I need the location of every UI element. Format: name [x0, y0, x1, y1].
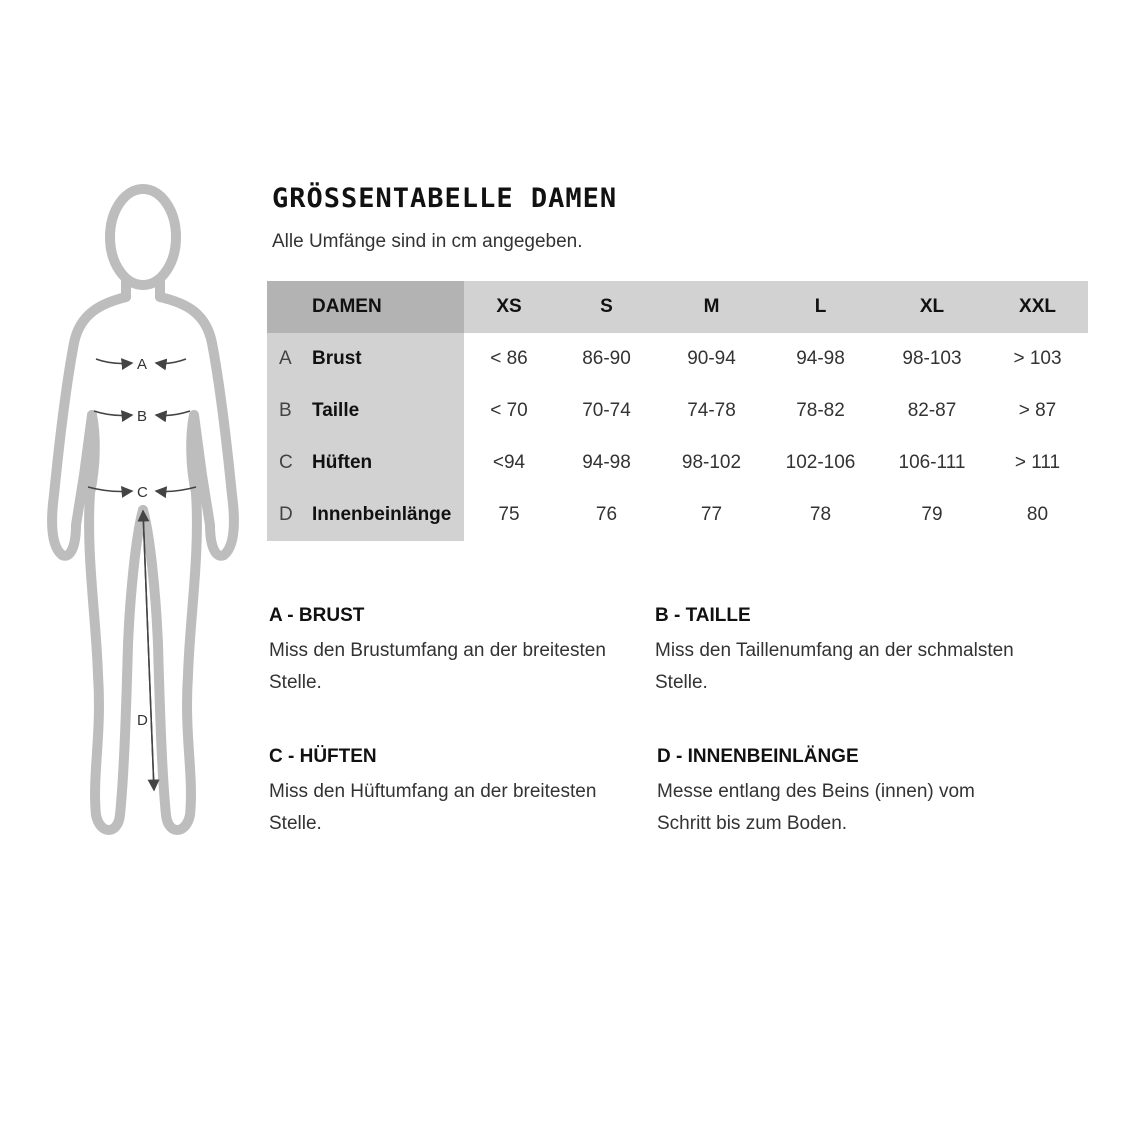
table-cell: 94-98 [796, 348, 845, 369]
table-cell: 78 [809, 504, 832, 525]
description-heading: D - INNENBEINLÄNGE [657, 746, 859, 767]
table-cell: 74-78 [687, 400, 736, 421]
description-heading: C - HÜFTEN [269, 746, 377, 767]
table-row [267, 385, 1088, 437]
row-letter: C [279, 452, 293, 473]
page-subtitle: Alle Umfänge sind in cm angegeben. [272, 231, 583, 252]
table-cell: 86-90 [582, 348, 631, 369]
size-header: XL [877, 281, 987, 333]
page-title: GRÖSSENTABELLE DAMEN [272, 183, 618, 214]
description-text: Miss den Brustumfang an der breitesten Stelle. [269, 640, 606, 693]
description-text: Miss den Taillenumfang an der schmalsten Stelle. [655, 640, 1014, 693]
body-figure [40, 175, 250, 845]
figure-label-a: A [137, 356, 148, 373]
size-header: XS [464, 281, 554, 333]
row-letter: D [279, 504, 293, 525]
description-brust [269, 605, 639, 699]
table-cell: 94-98 [582, 452, 631, 473]
row-label [267, 385, 464, 437]
table-cell: > 87 [1018, 400, 1057, 421]
row-label [267, 333, 464, 385]
row-letter: A [279, 348, 292, 369]
head-outline [110, 189, 176, 285]
size-table [267, 281, 1088, 541]
row-name: Brust [312, 348, 362, 369]
body-silhouette-icon [40, 175, 250, 845]
row-letter: B [279, 400, 292, 421]
description-innenbeinlaenge [657, 746, 1027, 840]
table-cell: 102-106 [785, 452, 856, 473]
table-cell: < 70 [490, 400, 528, 421]
size-header: M [659, 281, 764, 333]
figure-label-d: D [137, 712, 148, 729]
table-cell: <94 [492, 452, 526, 473]
table-cell: 79 [921, 504, 943, 525]
description-hueften [269, 746, 639, 840]
row-label [267, 489, 464, 541]
table-cell: 80 [1026, 504, 1049, 525]
description-heading: A - BRUST [269, 605, 365, 626]
description-heading: B - TAILLE [655, 605, 751, 626]
table-cell: 98-102 [681, 452, 742, 473]
table-cell: 90-94 [687, 348, 736, 369]
size-header: L [764, 281, 877, 333]
size-header: S [554, 281, 659, 333]
description-text: Miss den Hüftumfang an der breitesten Stelle. [269, 781, 597, 834]
table-cell: < 86 [490, 348, 528, 369]
description-taille [655, 605, 1025, 699]
table-cell: 77 [700, 504, 723, 525]
table-header-row [267, 281, 1088, 333]
figure-label-b: B [137, 408, 148, 425]
row-label [267, 437, 464, 489]
table-row [267, 437, 1088, 489]
table-cell: 106-111 [898, 452, 966, 473]
table-row [267, 333, 1088, 385]
table-cell: 75 [498, 504, 520, 525]
row-name: Taille [312, 400, 360, 421]
table-cell: > 103 [1013, 348, 1062, 369]
table-cell: 98-103 [902, 348, 962, 369]
table-row [267, 489, 1088, 541]
row-name: Innenbeinlänge [312, 504, 452, 525]
description-text: Messe entlang des Beins (innen) vom Schritt bis zum Boden. [657, 781, 975, 834]
size-header: XXL [987, 281, 1088, 333]
table-cell: > 111 [1014, 452, 1061, 473]
table-cell: 76 [595, 504, 618, 525]
row-name: Hüften [312, 452, 373, 473]
table-cell: 70-74 [582, 400, 631, 421]
table-cell: 78-82 [796, 400, 845, 421]
table-corner-label: DAMEN [267, 281, 464, 333]
figure-label-c: C [137, 484, 148, 501]
table-cell: 82-87 [907, 400, 957, 421]
